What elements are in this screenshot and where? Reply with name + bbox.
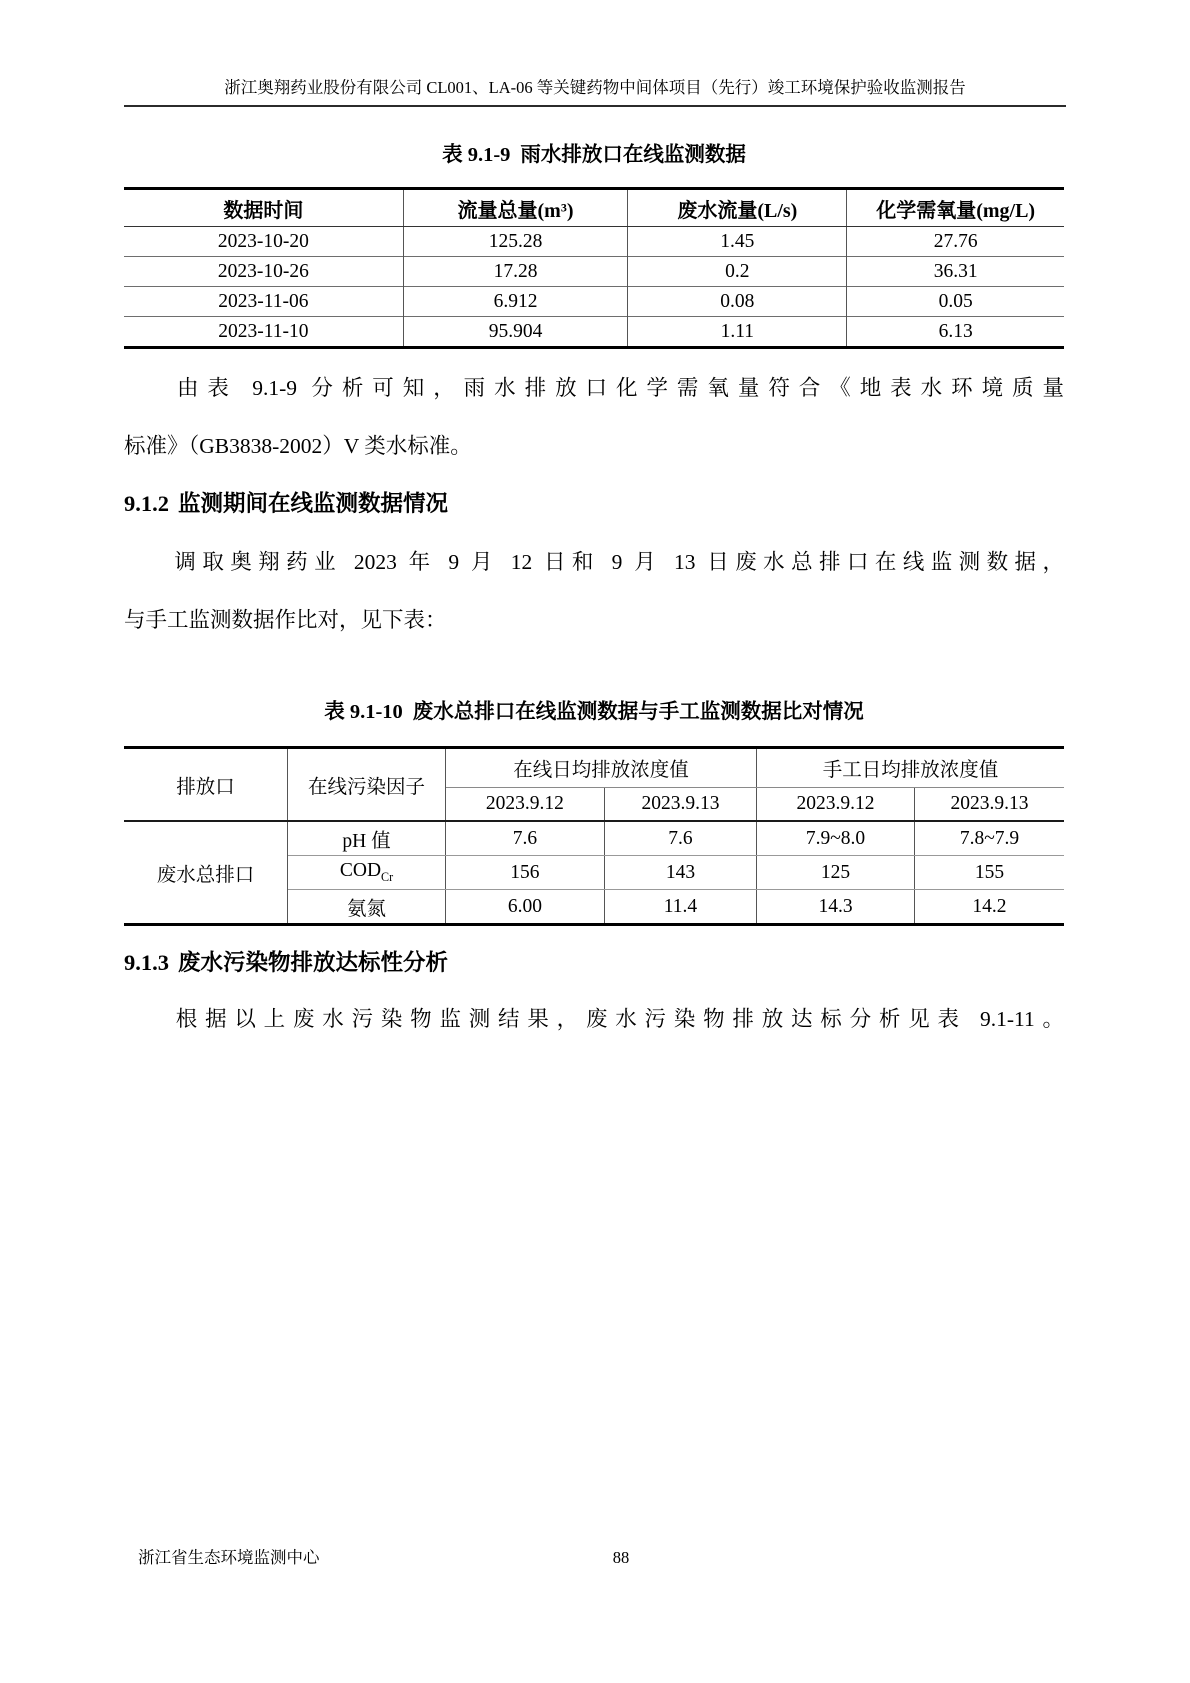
cell-date: 2023-11-06 [124,287,403,317]
cell-factor: 氨氮 [288,890,446,925]
cell-factor: pH 值 [288,821,446,856]
table-row-ph [124,821,1064,856]
paragraph-text: 调取奥翔药业 2023 年 9 月 12 日和 9 月 13 日废水总排口在线监测数据， [168,550,1064,574]
table-row [124,287,1064,317]
cell-ww-flow: 0.2 [628,257,847,287]
paragraph-line: 与手工监测数据作比对，见下表： [124,608,447,632]
cell-value: 155 [914,856,1064,890]
col-header-total-flow: 流量总量(m³) [403,189,628,227]
date-header: 2023.9.13 [914,788,1064,822]
cell-cod: 36.31 [847,257,1064,287]
table-9-1-9-caption [124,140,1064,170]
section-title: 废水污染物排放达标性分析 [178,950,449,976]
paragraph-line [124,359,1064,417]
table-row [124,317,1064,348]
cell-value: 7.6 [604,821,756,856]
table-caption-label: 表 9.1-10 [324,701,403,723]
cell-value: 156 [445,856,604,890]
paragraph-compliance-analysis [124,994,1064,1044]
group-header-manual: 手工日均排放浓度值 [757,748,1064,788]
rainwater-online-monitoring-table [124,187,1064,349]
section-title: 监测期间在线监测数据情况 [178,491,449,517]
page-content [124,140,1064,1044]
table-caption-label: 表 9.1-9 [442,144,511,166]
table-caption-text: 废水总排口在线监测数据与手工监测数据比对情况 [412,699,864,723]
section-heading-9-1-3 [124,938,1064,988]
report-header-title: 浙江奥翔药业股份有限公司 CL001、LA-06 等关键药物中间体项目（先行）竣工环境保护验收监测报告 [124,77,1066,107]
section-number: 9.1.3 [124,950,169,975]
cell-outlet: 废水总排口 [124,821,288,925]
col-header-cod: 化学需氧量(mg/L) [847,189,1064,227]
date-header: 2023.9.12 [757,788,915,822]
cell-ww-flow: 1.11 [628,317,847,348]
cell-cod: 0.05 [847,287,1064,317]
footer-organization: 浙江省生态环境监测中心 [138,1548,320,1567]
table-row [124,257,1064,287]
page-footer [124,1547,1064,1568]
table-header-row [124,748,1064,788]
table-caption-text: 雨水排放口在线监测数据 [520,142,746,166]
page-number: 88 [612,1548,630,1567]
cell-factor [288,856,446,890]
cell-flow: 17.28 [403,257,628,287]
group-header-online: 在线日均排放浓度值 [445,748,756,788]
cell-value: 7.6 [445,821,604,856]
cell-date: 2023-10-20 [124,227,403,257]
cell-value: 143 [604,856,756,890]
col-header-outlet: 排放口 [124,748,288,822]
cod-base: COD [339,860,382,882]
cell-ww-flow: 1.45 [628,227,847,257]
paragraph-online-data-intro [124,533,1064,649]
section-number: 9.1.2 [124,491,169,516]
paragraph-line: 标准》（GB3838-2002）V 类水标准。 [124,434,472,458]
paragraph-rainwater-analysis [124,359,1064,475]
cell-value: 14.2 [914,890,1064,925]
col-header-wastewater-flow: 废水流量(L/s) [628,189,847,227]
cell-date: 2023-11-10 [124,317,403,348]
cell-value: 6.00 [445,890,604,925]
cell-flow: 95.904 [403,317,628,348]
paragraph-line [124,533,1064,591]
date-header: 2023.9.12 [445,788,604,822]
table-9-1-10-caption [124,697,1064,727]
date-header: 2023.9.13 [604,788,756,822]
cell-value: 11.4 [604,890,756,925]
paragraph-text: 根据以上废水污染物监测结果，废水污染物排放达标分析见表 9.1-11。 [168,1007,1064,1031]
cod-subscript: Cr [381,869,394,884]
page-header [124,0,1066,107]
col-header-factor: 在线污染因子 [288,748,446,822]
cell-value: 7.8~7.9 [914,821,1064,856]
cell-cod: 27.76 [847,227,1064,257]
cell-value: 14.3 [757,890,915,925]
cell-flow: 125.28 [403,227,628,257]
wastewater-comparison-table [124,746,1064,926]
table-row [124,227,1064,257]
col-header-data-time: 数据时间 [124,189,403,227]
cell-flow: 6.912 [403,287,628,317]
cell-value: 7.9~8.0 [757,821,915,856]
table-header-row [124,189,1064,227]
paragraph-text: 由表 9.1-9 分析可知，雨水排放口化学需氧量符合《地表水环境质量 [168,376,1064,400]
cell-value: 125 [757,856,915,890]
section-heading-9-1-2 [124,475,1064,533]
cell-date: 2023-10-26 [124,257,403,287]
cell-cod: 6.13 [847,317,1064,348]
cell-ww-flow: 0.08 [628,287,847,317]
